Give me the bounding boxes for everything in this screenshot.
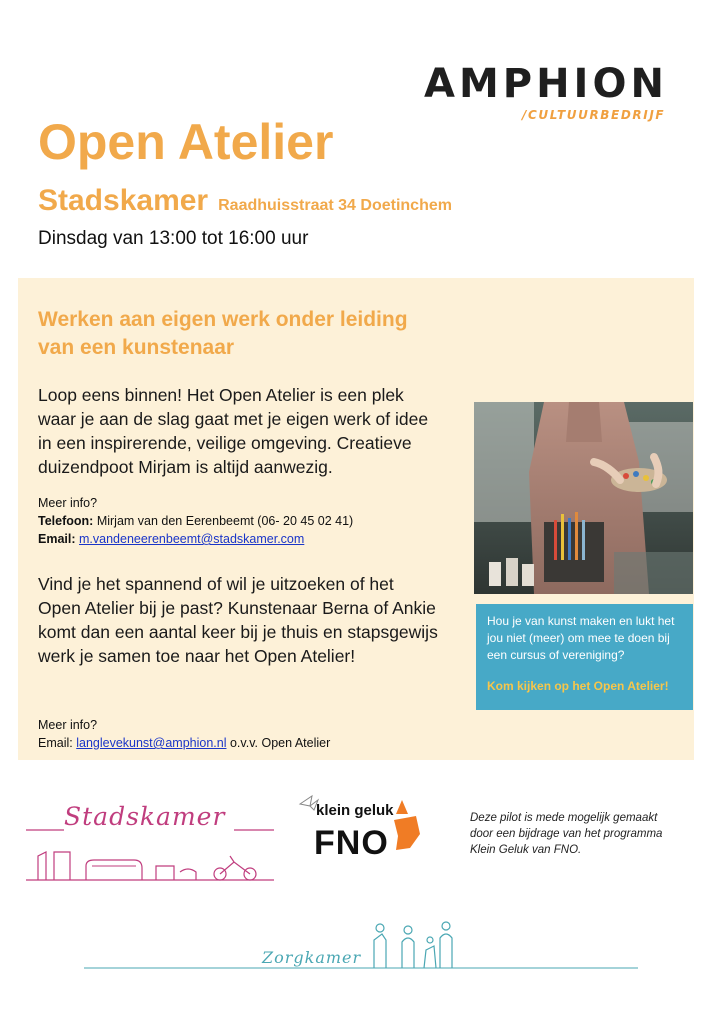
- contact-block-1: [38, 494, 353, 548]
- painting-palette-photo: [474, 402, 693, 594]
- contact-label: Meer info?: [38, 496, 98, 510]
- callout-text: Hou je van kunst maken en lukt het jou niet (meer) om mee te doen bij een cursus of vereniging?: [487, 614, 675, 662]
- page-title: Open Atelier: [38, 114, 334, 170]
- venue-line: [38, 184, 452, 218]
- email-link-langlevekunst[interactable]: langlevekunst@amphion.nl: [76, 736, 227, 750]
- phone-value: Mirjam van den Eerenbeemt (06- 20 45 02 41): [96, 514, 354, 528]
- amphion-logo-word: AMPHION: [424, 61, 668, 107]
- email-line: [38, 530, 353, 548]
- section-heading: Werken aan eigen werk onder leiding van een kunstenaar: [38, 308, 408, 359]
- email-label: Email:: [38, 736, 73, 750]
- amphion-logo: [424, 61, 694, 122]
- phone-line: [38, 512, 353, 530]
- klein-geluk-text: klein geluk: [316, 802, 394, 819]
- fno-logo: [298, 794, 422, 868]
- zorgkamer-logo: [84, 920, 638, 980]
- email-label: Email:: [38, 532, 76, 546]
- stadskamer-logo: [24, 796, 276, 888]
- email-suffix: o.v.v. Open Atelier: [229, 736, 331, 750]
- home-visit-paragraph: Vind je het spannend of wil je uitzoeken of het Open Atelier bij je past? Kunstenaar Berna of Ankie komt dan een aantal keer bij je thuis en stapsgewijs werk je samen toe naar het Open Atelier!: [38, 574, 438, 666]
- venue-name: Stadskamer: [38, 184, 209, 217]
- callout-cta: Kom kijken op het Open Atelier!: [487, 679, 669, 693]
- schedule: Dinsdag van 13:00 tot 16:00 uur: [38, 228, 309, 249]
- contact-block-2: [38, 716, 330, 752]
- zorgkamer-logo-word: Zorgkamer: [262, 948, 362, 967]
- email-line: [38, 734, 330, 752]
- email-link-mirjam[interactable]: m.vandeneerenbeemt@stadskamer.com: [79, 532, 305, 546]
- pilot-text: Deze pilot is mede mogelijk gemaakt door een bijdrage van het programma Klein Geluk van FNO.: [470, 812, 663, 856]
- phone-label: Telefoon:: [38, 514, 94, 528]
- venue-address: Raadhuisstraat 34 Doetinchem: [218, 197, 452, 214]
- contact-label: Meer info?: [38, 718, 98, 732]
- intro-paragraph: Loop eens binnen! Het Open Atelier is een plek waar je aan de slag gaat met je eigen werk of idee in een inspirerende, veilige omgeving. Creatieve duizendpoot Mirjam is altijd aanwezig.: [38, 385, 429, 477]
- orange-fox-icon: [394, 816, 420, 850]
- fno-text: FNO: [314, 824, 389, 862]
- amphion-logo-subline: /CULTUURBEDRIJF: [522, 108, 666, 122]
- callout-box: [476, 604, 693, 710]
- stadskamer-logo-word: Stadskamer: [64, 802, 226, 831]
